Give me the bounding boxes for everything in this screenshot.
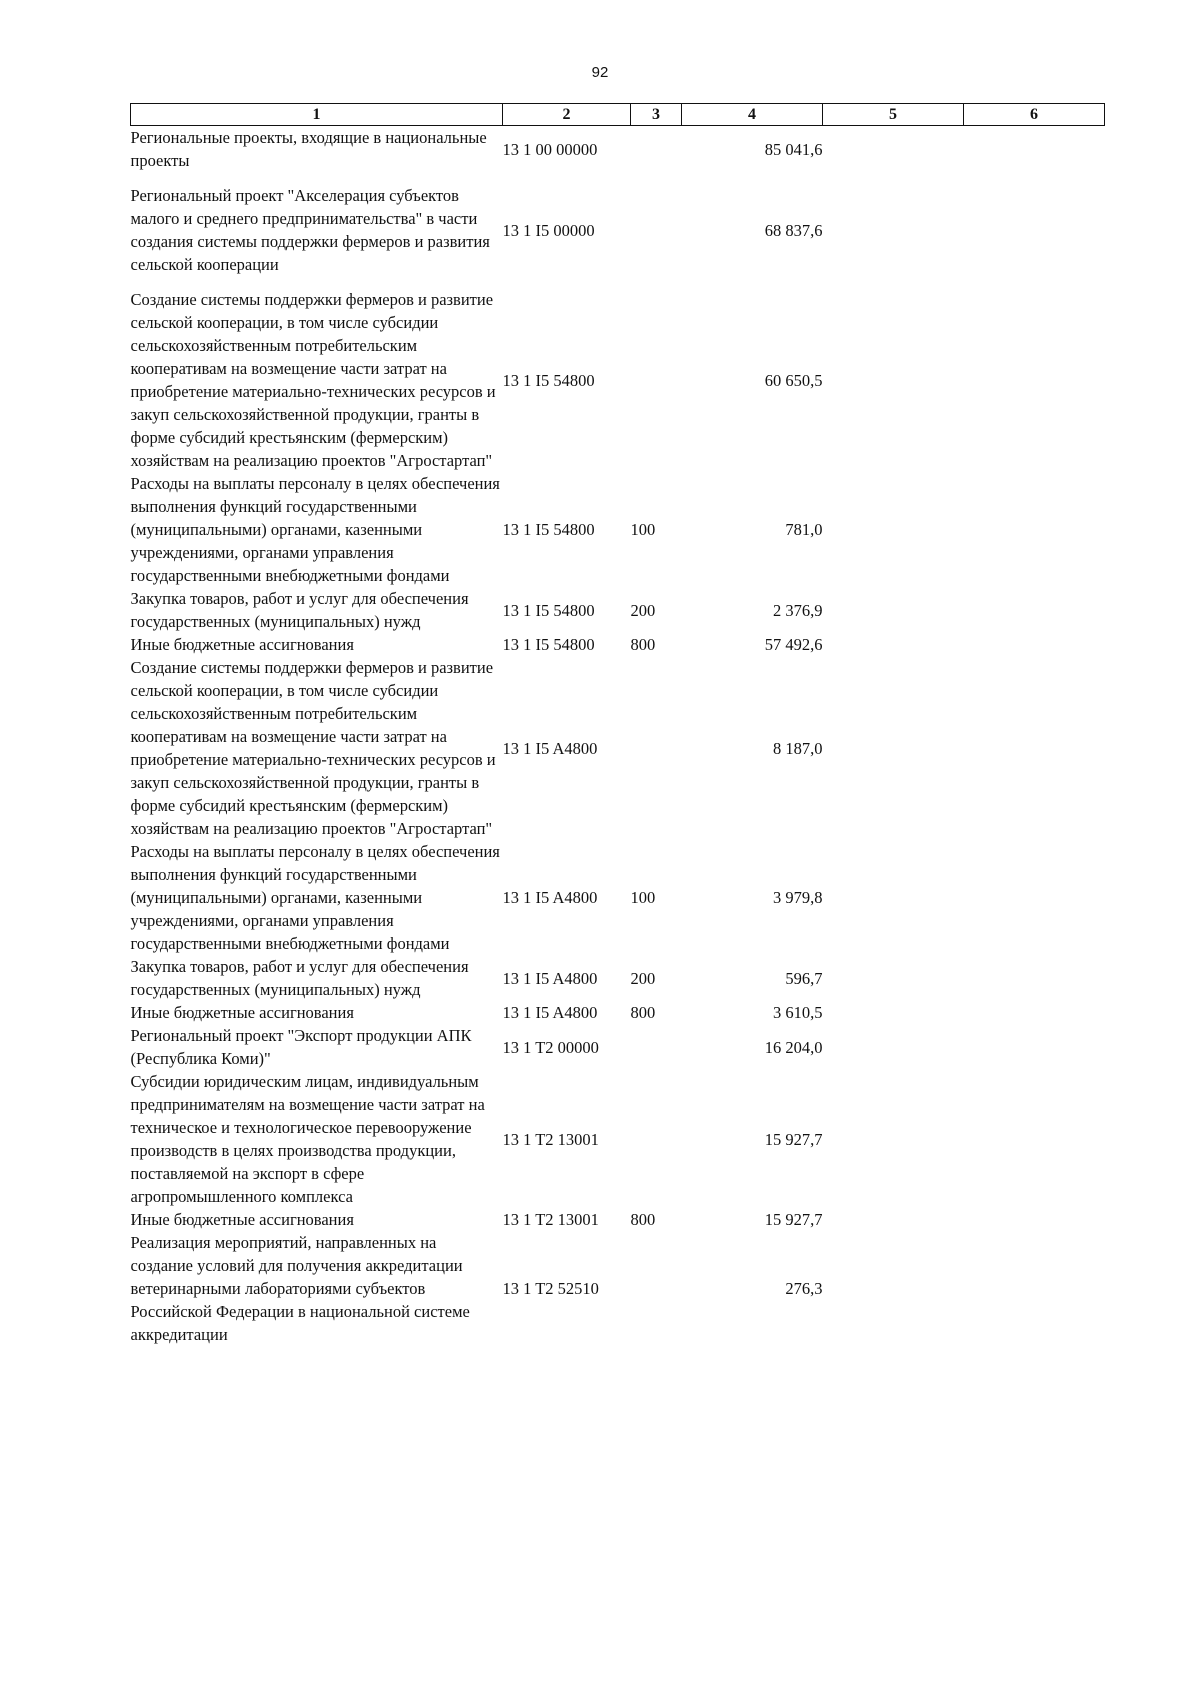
column-header: 5 [823,104,964,126]
row-col5 [823,126,964,185]
table-body [131,126,1105,1347]
row-expense-type [631,184,682,288]
row-name: Субсидии юридическим лицам, индивидуальным предпринимателям на возмещение части затрат на техническое и технологическое перевооружение производств в целях производства продукции, поставляемой на экспорт в сфере агропромышленного комплекса [130,1072,485,1206]
row-amount: 276,3 [785,1279,823,1298]
row-col5 [823,656,964,840]
row-col5 [823,184,964,288]
row-amount: 15 927,7 [764,1129,823,1149]
row-col5 [823,955,964,1001]
row-amount: 596,7 [785,968,823,988]
row-col6 [964,184,1105,288]
row-amount: 68 837,6 [764,220,823,240]
row-col6 [964,1070,1105,1208]
row-expense-type: 800 [630,1003,656,1022]
column-header: 2 [503,104,631,126]
row-col6 [964,587,1105,633]
row-col6 [964,126,1105,185]
row-name: Реализация мероприятий, направленных на создание условий для получения аккредитации ветеринарными лабораториями субъектов Российской Федерации в национальной системе аккредитации [130,1233,470,1344]
table-row [131,656,1105,840]
row-expense-type: 800 [630,635,656,654]
row-name: Иные бюджетные ассигнования [130,635,354,654]
row-col6 [964,633,1105,656]
row-col6 [964,1208,1105,1231]
table-row [131,1024,1105,1070]
row-col5 [823,472,964,587]
row-code: 13 1 T2 13001 [502,1129,599,1149]
row-code: 13 1 T2 00000 [502,1037,599,1057]
table-row [131,184,1105,288]
row-expense-type: 200 [630,600,656,620]
row-name: Региональный проект "Экспорт продукции АПК (Республика Коми)" [130,1026,472,1068]
table-row [131,1208,1105,1231]
row-col6 [964,955,1105,1001]
row-amount: 2 376,9 [773,600,823,620]
row-amount: 3 610,5 [773,1003,823,1022]
column-header: 6 [964,104,1105,126]
table-row [131,126,1105,185]
row-col6 [964,288,1105,472]
row-amount: 57 492,6 [764,635,823,654]
row-expense-type: 100 [630,520,656,539]
page-number: 92 [591,64,609,81]
table-row [131,633,1105,656]
row-code: 13 1 I5 54800 [502,600,595,620]
row-col6 [964,1001,1105,1024]
row-expense-type [631,126,682,185]
row-expense-type [631,1231,682,1346]
table-row [131,1231,1105,1346]
row-expense-type: 100 [630,888,656,907]
table-row [131,955,1105,1001]
row-code: 13 1 I5 A4800 [502,738,598,758]
row-expense-type [631,656,682,840]
header-row [131,104,1105,126]
row-amount: 15 927,7 [764,1210,823,1229]
row-name: Региональные проекты, входящие в национальные проекты [130,128,487,170]
row-code: 13 1 I5 A4800 [502,888,598,907]
row-name: Иные бюджетные ассигнования [130,1210,354,1229]
row-col5 [823,840,964,955]
row-amount: 16 204,0 [764,1037,823,1057]
row-amount: 60 650,5 [764,370,823,390]
row-name: Создание системы поддержки фермеров и развитие сельской кооперации, в том числе субсидии сельскохозяйственным потребительским кооперативам на возмещение части затрат на приобретение материально-технических ресурсов и закуп сельскохозяйственной продукции, гранты в форме субсидий крестьянским (фермерским) хозяйствам на реализацию проектов "Агростартап" [130,658,496,838]
row-name: Закупка товаров, работ и услуг для обеспечения государственных (муниципальных) нужд [130,589,469,631]
row-col6 [964,1231,1105,1346]
row-name: Расходы на выплаты персоналу в целях обеспечения выполнения функций государственными (муниципальными) органами, казенными учреждениями, органами управления государственными внебюджетными фондами [130,842,500,953]
row-code: 13 1 I5 A4800 [502,1003,598,1022]
row-code: 13 1 T2 13001 [502,1210,599,1229]
row-code: 13 1 I5 54800 [502,370,595,390]
row-col5 [823,1024,964,1070]
row-name: Региональный проект "Акселерация субъектов малого и среднего предпринимательства" в части создания системы поддержки фермеров и развития сельской кооперации [130,186,490,274]
row-col5 [823,633,964,656]
table-row [131,1001,1105,1024]
row-code: 13 1 I5 54800 [502,520,595,539]
row-name: Закупка товаров, работ и услуг для обеспечения государственных (муниципальных) нужд [130,957,469,999]
table-row [131,1070,1105,1208]
budget-table [130,103,1105,1346]
row-code: 13 1 I5 54800 [502,635,595,654]
row-expense-type: 800 [630,1210,656,1229]
table-row [131,587,1105,633]
column-header: 4 [682,104,823,126]
row-col5 [823,587,964,633]
row-name: Создание системы поддержки фермеров и развитие сельской кооперации, в том числе субсидии сельскохозяйственным потребительским кооперативам на возмещение части затрат на приобретение материально-технических ресурсов и закуп сельскохозяйственной продукции, гранты в форме субсидий крестьянским (фермерским) хозяйствам на реализацию проектов "Агростартап" [130,290,496,470]
row-name: Иные бюджетные ассигнования [130,1003,354,1022]
row-amount: 3 979,8 [773,888,823,907]
row-col6 [964,656,1105,840]
table-row [131,288,1105,472]
row-col6 [964,472,1105,587]
row-col5 [823,1231,964,1346]
row-col5 [823,1001,964,1024]
row-col5 [823,288,964,472]
row-col5 [823,1070,964,1208]
table-row [131,472,1105,587]
row-expense-type [631,1070,682,1208]
row-col5 [823,1208,964,1231]
row-expense-type: 200 [630,968,656,988]
row-code: 13 1 I5 A4800 [502,968,598,988]
row-code: 13 1 00 00000 [502,139,598,159]
row-code: 13 1 T2 52510 [502,1279,599,1298]
row-amount: 85 041,6 [764,139,823,159]
column-header: 3 [631,104,682,126]
row-expense-type [631,1024,682,1070]
table-row [131,840,1105,955]
column-header: 1 [131,104,503,126]
row-amount: 781,0 [785,520,823,539]
row-code: 13 1 I5 00000 [502,220,595,240]
row-amount: 8 187,0 [773,738,823,758]
row-expense-type [631,288,682,472]
row-col6 [964,1024,1105,1070]
row-col6 [964,840,1105,955]
row-name: Расходы на выплаты персоналу в целях обеспечения выполнения функций государственными (муниципальными) органами, казенными учреждениями, органами управления государственными внебюджетными фондами [130,474,500,585]
